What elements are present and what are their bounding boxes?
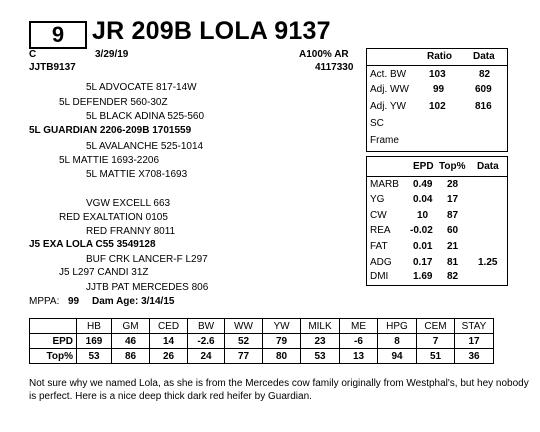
lot-number: 9 [29, 21, 87, 49]
ratio-header: Ratio [427, 51, 452, 62]
epd-value-cell: 7 [417, 334, 455, 349]
pedigree-sire-sire-dam: 5L BLACK ADINA 525-560 [86, 111, 205, 122]
top-percent-cell: 86 [112, 349, 150, 364]
pedigree-sire-dam: 5L MATTIE 1693-2206 [59, 155, 160, 166]
registration-number: 4117330 [315, 62, 354, 73]
carcass-top-header: Top% [439, 161, 466, 172]
epd-header-cell: MILK [301, 319, 340, 334]
top-percent-cell: 77 [225, 349, 263, 364]
ratio-row-label: Frame [370, 135, 399, 146]
epd-header-cell: YW [263, 319, 301, 334]
ratio-row-ratio: 102 [429, 101, 446, 112]
carcass-row-top: 82 [447, 271, 459, 282]
ratio-row-data: 609 [475, 84, 492, 95]
epd-value-cell: 46 [112, 334, 150, 349]
carcass-row-label: FAT [370, 241, 388, 252]
carcass-row-top: 21 [447, 241, 459, 252]
epd-header-cell: CEM [417, 319, 455, 334]
carcass-row-epd: 0.49 [413, 179, 433, 190]
ratio-table [366, 48, 508, 152]
carcass-row-epd: 0.17 [413, 257, 433, 268]
top-percent-row [30, 349, 494, 364]
carcass-row-label: REA [370, 225, 391, 236]
epd-values-row [30, 334, 494, 349]
pedigree-dam-dam-dam: JJTB PAT MERCEDES 806 [86, 282, 209, 293]
top-percent-cell: 51 [417, 349, 455, 364]
carcass-row-top: 81 [447, 257, 459, 268]
ratio-row-label: Adj. YW [370, 101, 406, 112]
epd-value-cell: 17 [455, 334, 494, 349]
carcass-epd-table [366, 156, 508, 286]
carcass-row-epd: 0.04 [413, 194, 433, 205]
carcass-row-top: 28 [447, 179, 459, 190]
epd-header-cell: WW [225, 319, 263, 334]
top-percent-cell: 80 [263, 349, 301, 364]
carcass-epd-header: EPD [413, 161, 434, 172]
pedigree-sire-dam-sire: 5L AVALANCHE 525-1014 [86, 141, 204, 152]
mppa-value: 99 [68, 296, 80, 307]
top-percent-row-label: Top% [30, 349, 77, 364]
epd-value-cell: -6 [340, 334, 378, 349]
carcass-row-epd: -0.02 [410, 225, 433, 236]
epd-header-cell: CED [150, 319, 188, 334]
pedigree-sire-sire: 5L DEFENDER 560-30Z [59, 97, 168, 108]
epd-row-label: EPD [30, 334, 77, 349]
carcass-row-epd: 0.01 [413, 241, 433, 252]
sex: C [29, 49, 37, 60]
tattoo: JJTB9137 [29, 62, 76, 73]
epd-value-cell: 8 [378, 334, 417, 349]
carcass-row-epd: 10 [417, 210, 429, 221]
ratio-row-label: Adj. WW [370, 84, 409, 95]
epd-header-cell: ME [340, 319, 378, 334]
pedigree-dam-sire-sire: VGW EXCELL 663 [86, 198, 171, 209]
carcass-row-top: 87 [447, 210, 459, 221]
dam-age: Dam Age: 3/14/15 [92, 296, 175, 307]
breed-percent: A100% AR [299, 49, 349, 60]
ratio-row-data: 82 [479, 69, 491, 80]
pedigree-dam-sire-dam: RED FRANNY 8011 [86, 226, 176, 237]
epd-header-row [30, 319, 494, 334]
carcass-row-label: ADG [370, 257, 392, 268]
animal-name: JR 209B LOLA 9137 [92, 17, 331, 45]
carcass-row-data: 1.25 [478, 257, 498, 268]
epd-value-cell: 14 [150, 334, 188, 349]
carcass-row-label: CW [370, 210, 387, 221]
top-percent-cell: 53 [301, 349, 340, 364]
pedigree-dam-sire: RED EXALTATION 0105 [59, 212, 168, 223]
carcass-row-label: MARB [370, 179, 399, 190]
pedigree-dam-dam-sire: BUF CRK LANCER-F L297 [86, 254, 208, 265]
birth-date: 3/29/19 [95, 49, 129, 60]
carcass-row-top: 17 [447, 194, 459, 205]
carcass-row-label: YG [370, 194, 385, 205]
epd-value-cell: 52 [225, 334, 263, 349]
pedigree-sire-dam-dam: 5L MATTIE X708-1693 [86, 169, 188, 180]
ratio-row-data: 816 [475, 101, 492, 112]
epd-table [29, 318, 494, 364]
epd-header-cell: HPG [378, 319, 417, 334]
description-note: Not sure why we named Lola, as she is from the Mercedes cow family originally from Westphal's, but hey nobody is perfect. Here is a nice deep thick dark red heifer by Guardian. [29, 378, 529, 402]
pedigree-sire-sire-sire: 5L ADVOCATE 817-14W [86, 82, 197, 93]
epd-header-cell: BW [188, 319, 225, 334]
epd-value-cell: 169 [77, 334, 112, 349]
epd-header-cell: GM [112, 319, 150, 334]
top-percent-cell: 94 [378, 349, 417, 364]
top-percent-cell: 24 [188, 349, 225, 364]
epd-header-cell: STAY [455, 319, 494, 334]
epd-value-cell: 23 [301, 334, 340, 349]
ratio-row-ratio: 103 [429, 69, 446, 80]
pedigree-dam: J5 EXA LOLA C55 3549128 [29, 239, 156, 250]
top-percent-cell: 36 [455, 349, 494, 364]
pedigree-sire: 5L GUARDIAN 2206-209B 1701559 [29, 125, 192, 136]
top-percent-cell: 13 [340, 349, 378, 364]
epd-corner-cell [30, 319, 77, 334]
epd-header-cell: HB [77, 319, 112, 334]
pedigree-dam-dam: J5 L297 CANDI 31Z [59, 267, 149, 278]
carcass-data-header: Data [477, 161, 499, 172]
carcass-row-epd: 1.69 [413, 271, 433, 282]
ratio-row-ratio: 99 [433, 84, 445, 95]
top-percent-cell: 53 [77, 349, 112, 364]
top-percent-cell: 26 [150, 349, 188, 364]
epd-value-cell: -2.6 [188, 334, 225, 349]
carcass-row-top: 60 [447, 225, 459, 236]
epd-value-cell: 79 [263, 334, 301, 349]
data-header: Data [473, 51, 495, 62]
mppa-label: MPPA: [29, 296, 60, 307]
ratio-row-label: SC [370, 118, 384, 129]
carcass-row-label: DMI [370, 271, 389, 282]
ratio-row-label: Act. BW [370, 69, 407, 80]
